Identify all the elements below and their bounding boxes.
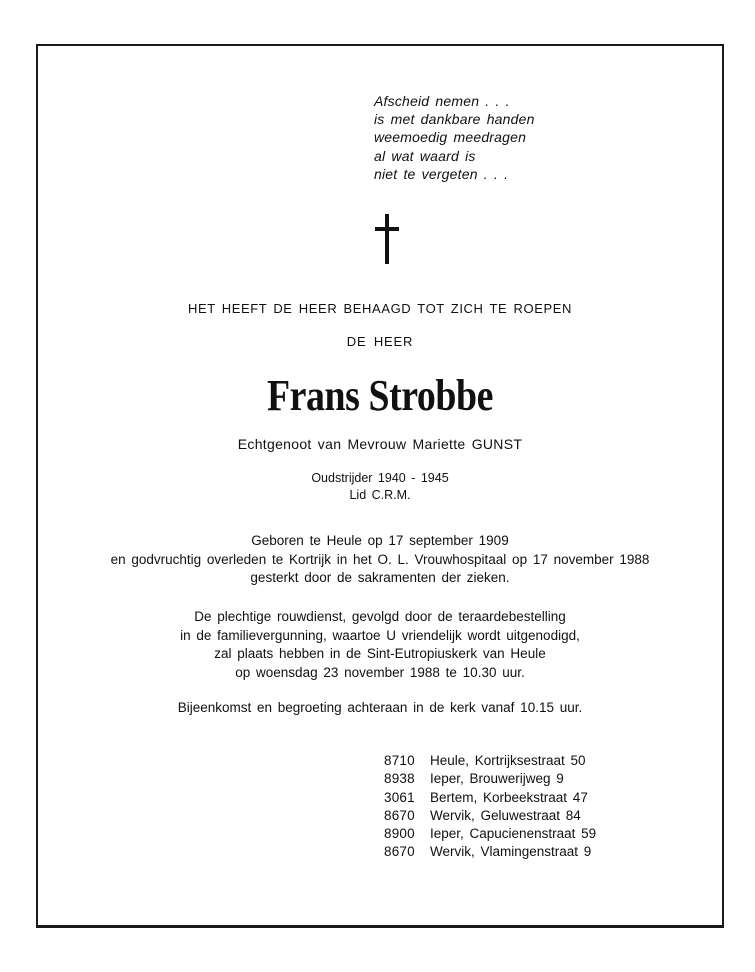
gathering-info: Bijeenkomst en begroeting achteraan in de kerk vanaf 10.15 uur.: [177, 700, 583, 715]
birth-line: Geboren te Heule op 17 september 1909: [251, 533, 509, 548]
postal-code: 8938: [384, 771, 415, 787]
postal-code: 8670: [384, 844, 415, 860]
postal-code: 8710: [384, 753, 415, 768]
address-text: Ieper, Capucienenstraat 59: [430, 826, 597, 842]
postal-code: 3061: [384, 789, 415, 805]
service-line: op woensdag 23 november 1988 te 10.30 uur.: [235, 664, 525, 680]
salutation: DE HEER: [346, 334, 414, 349]
address-text: Wervik, Geluwestraat 84: [430, 807, 581, 823]
address-text: Ieper, Brouwerijweg 9: [430, 771, 564, 787]
funeral-service: [36, 608, 724, 682]
address-row: [384, 789, 596, 807]
sacrament-line: gesterkt door de sakramenten der zieken.: [250, 570, 510, 585]
poem-line: is met dankbare handen: [374, 111, 535, 128]
spouse-line: Echtgenoot van Mevrouw Mariette GUNST: [237, 436, 523, 452]
address-row: [384, 843, 596, 861]
veteran-info: [36, 470, 724, 504]
membership-line: Lid C.R.M.: [349, 488, 411, 502]
cross-icon: [373, 214, 401, 264]
death-line: en godvruchtig overleden te Kortrijk in het O. L. Vrouwhospitaal op 17 november 1988: [110, 551, 650, 567]
postal-code: 8670: [384, 807, 415, 823]
deceased-name: Frans Strobbe: [266, 371, 494, 420]
address-row: [384, 752, 596, 770]
service-line: in de familievergunning, waartoe U vriendelijk wordt uitgenodigd,: [180, 627, 580, 643]
address-text: Heule, Kortrijksestraat 50: [430, 753, 586, 768]
address-row: [384, 770, 596, 788]
service-line: zal plaats hebben in de Sint-Eutropiuskerk van Heule: [214, 646, 546, 661]
service-line: De plechtige rouwdienst, gevolgd door de teraardebestelling: [194, 609, 566, 624]
postal-code: 8900: [384, 826, 415, 842]
address-text: Bertem, Korbeekstraat 47: [430, 789, 588, 805]
poem-line: Afscheid nemen . . .: [374, 93, 510, 109]
poem-line: al wat waard is: [374, 147, 476, 164]
address-text: Wervik, Vlamingenstraat 9: [430, 844, 592, 860]
address-row: [384, 825, 596, 843]
life-details: [36, 532, 724, 588]
announcement: HET HEEFT DE HEER BEHAAGD TOT ZICH TE ROEPEN: [187, 301, 573, 316]
veteran-line: Oudstrijder 1940 - 1945: [311, 471, 449, 485]
poem: [374, 92, 535, 183]
family-addresses: [384, 752, 596, 862]
poem-line: niet te vergeten . . .: [374, 165, 509, 182]
poem-line: weemoedig meedragen: [374, 129, 527, 146]
address-row: [384, 807, 596, 825]
